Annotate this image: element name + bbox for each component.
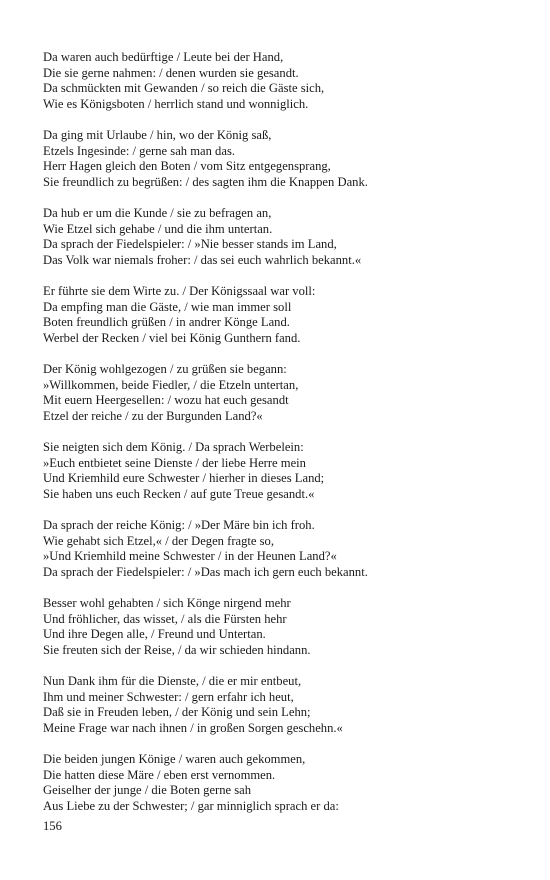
verse-line: Da hub er um die Kunde / sie zu befragen an, bbox=[43, 206, 272, 220]
verse-line: »Und Kriemhild meine Schwester / in der Heunen Land?« bbox=[43, 549, 337, 563]
verse-line: Werbel der Recken / viel bei König Gunthern fand. bbox=[43, 330, 301, 345]
stanza bbox=[43, 284, 513, 346]
verse-line: Etzels Ingesinde: / gerne sah man das. bbox=[43, 143, 235, 158]
stanza bbox=[43, 518, 513, 580]
verse-line: Die hatten diese Märe / eben erst vernommen. bbox=[43, 767, 276, 782]
verse-line: Der König wohlgezogen / zu grüßen sie begann: bbox=[43, 362, 287, 376]
verse-line: Nun Dank ihm für die Dienste, / die er mir entbeut, bbox=[43, 674, 302, 688]
verse-line: Wie Etzel sich gehabe / und die ihm untertan. bbox=[43, 221, 273, 236]
verse-line: Herr Hagen gleich den Boten / vom Sitz entgegensprang, bbox=[43, 159, 331, 173]
verse-line: Wie gehabt sich Etzel,« / der Degen fragte so, bbox=[43, 533, 274, 548]
verse-line: Geiselher der junge / die Boten gerne sah bbox=[43, 783, 252, 797]
verse-line: Da empfing man die Gäste, / wie man immer soll bbox=[43, 299, 292, 314]
verse-line: Die sie gerne nahmen: / denen wurden sie gesandt. bbox=[43, 65, 299, 80]
stanza bbox=[43, 362, 513, 424]
verse-line: Da sprach der Fiedelspieler: / »Das mach ich gern euch bekannt. bbox=[43, 564, 368, 579]
verse-line: »Willkommen, beide Fiedler, / die Etzeln untertan, bbox=[43, 377, 299, 392]
verse-line: Ihm und meiner Schwester: / gern erfahr ich heut, bbox=[43, 689, 294, 704]
verse-line: Das Volk war niemals froher: / das sei euch wahrlich bekannt.« bbox=[43, 252, 362, 267]
verse-line: Sie freuten sich der Reise, / da wir schieden hindann. bbox=[43, 642, 311, 657]
stanza bbox=[43, 206, 513, 268]
stanza bbox=[43, 50, 513, 112]
verse-line: Aus Liebe zu der Schwester; / gar minniglich sprach er da: bbox=[43, 798, 339, 813]
verse-line: Wie es Königsboten / herrlich stand und wonniglich. bbox=[43, 96, 309, 111]
verse-line: Die beiden jungen Könige / waren auch gekommen, bbox=[43, 752, 306, 766]
verse-line: Sie freundlich zu begrüßen: / des sagten ihm die Knappen Dank. bbox=[43, 174, 368, 189]
verse-line: Er führte sie dem Wirte zu. / Der Königssaal war voll: bbox=[43, 284, 316, 298]
verse-line: Da waren auch bedürftige / Leute bei der Hand, bbox=[43, 50, 284, 64]
verse-line: Da schmückten mit Gewanden / so reich die Gäste sich, bbox=[43, 81, 325, 95]
verse-line: Da sprach der reiche König: / »Der Märe bin ich froh. bbox=[43, 518, 315, 532]
stanza bbox=[43, 128, 513, 190]
verse-line: Da sprach der Fiedelspieler: / »Nie besser stands im Land, bbox=[43, 237, 337, 251]
verse-line: Besser wohl gehabten / sich Könge nirgend mehr bbox=[43, 596, 291, 610]
stanza bbox=[43, 674, 513, 736]
verse-line: Und ihre Degen alle, / Freund und Untertan. bbox=[43, 627, 266, 641]
verse-line: Boten freundlich grüßen / in andrer Könge Land. bbox=[43, 315, 290, 329]
verse-line: Sie haben uns euch Recken / auf gute Treue gesandt.« bbox=[43, 486, 315, 501]
verse-line: Daß sie in Freuden leben, / der König und sein Lehn; bbox=[43, 705, 311, 719]
page-number: 156 bbox=[43, 819, 62, 833]
stanza bbox=[43, 440, 513, 502]
verse-line: Sie neigten sich dem König. / Da sprach Werbelein: bbox=[43, 440, 304, 454]
verse-line: Etzel der reiche / zu der Burgunden Land?« bbox=[43, 408, 263, 423]
stanza bbox=[43, 752, 513, 814]
verse-line: Da ging mit Urlaube / hin, wo der König saß, bbox=[43, 128, 272, 142]
verse-line: Mit euern Heergesellen: / wozu hat euch gesandt bbox=[43, 393, 289, 407]
stanza bbox=[43, 596, 513, 658]
verse-line: Und fröhlicher, das wisset, / als die Fürsten hehr bbox=[43, 611, 287, 626]
poem-text bbox=[43, 50, 513, 830]
verse-line: Meine Frage war nach ihnen / in großen Sorgen geschehn.« bbox=[43, 720, 343, 735]
verse-line: »Euch entbietet seine Dienste / der liebe Herre mein bbox=[43, 455, 306, 470]
verse-line: Und Kriemhild eure Schwester / hierher in dieses Land; bbox=[43, 471, 325, 485]
